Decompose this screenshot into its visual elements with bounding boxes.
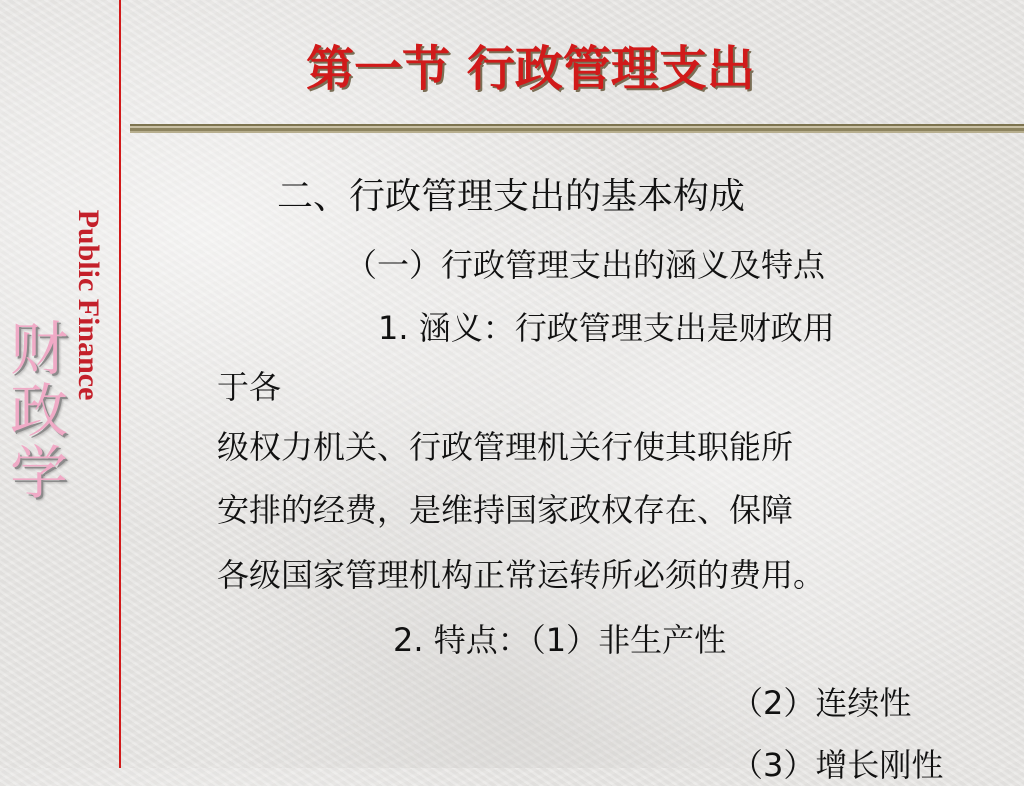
sidebar-english-label: Public Finance	[72, 209, 105, 401]
sidebar-chinese-char: 财	[9, 315, 68, 383]
definition-continuation: 于各	[217, 368, 282, 406]
section-heading: 二、行政管理支出的基本构成	[277, 176, 746, 217]
feature-item: （3）增长刚性	[731, 746, 944, 784]
slide-title: 第一节 行政管理支出	[306, 41, 755, 97]
paragraph-line: 安排的经费，是维持国家政权存在、保障	[217, 491, 794, 529]
paragraph-line: 各级国家管理机构正常运转所必须的费用。	[217, 556, 826, 594]
definition-line: 1. 涵义：行政管理支出是财政用	[378, 309, 835, 347]
feature-item: （2）连续性	[731, 684, 912, 722]
sidebar-chinese-char: 学	[9, 439, 68, 507]
paragraph-line: 级权力机关、行政管理机关行使其职能所	[217, 428, 794, 466]
sub-heading: （一）行政管理支出的涵义及特点	[345, 246, 826, 284]
sidebar-chinese-char: 政	[9, 377, 68, 445]
features-line: 2. 特点：（1）非生产性	[393, 621, 727, 659]
